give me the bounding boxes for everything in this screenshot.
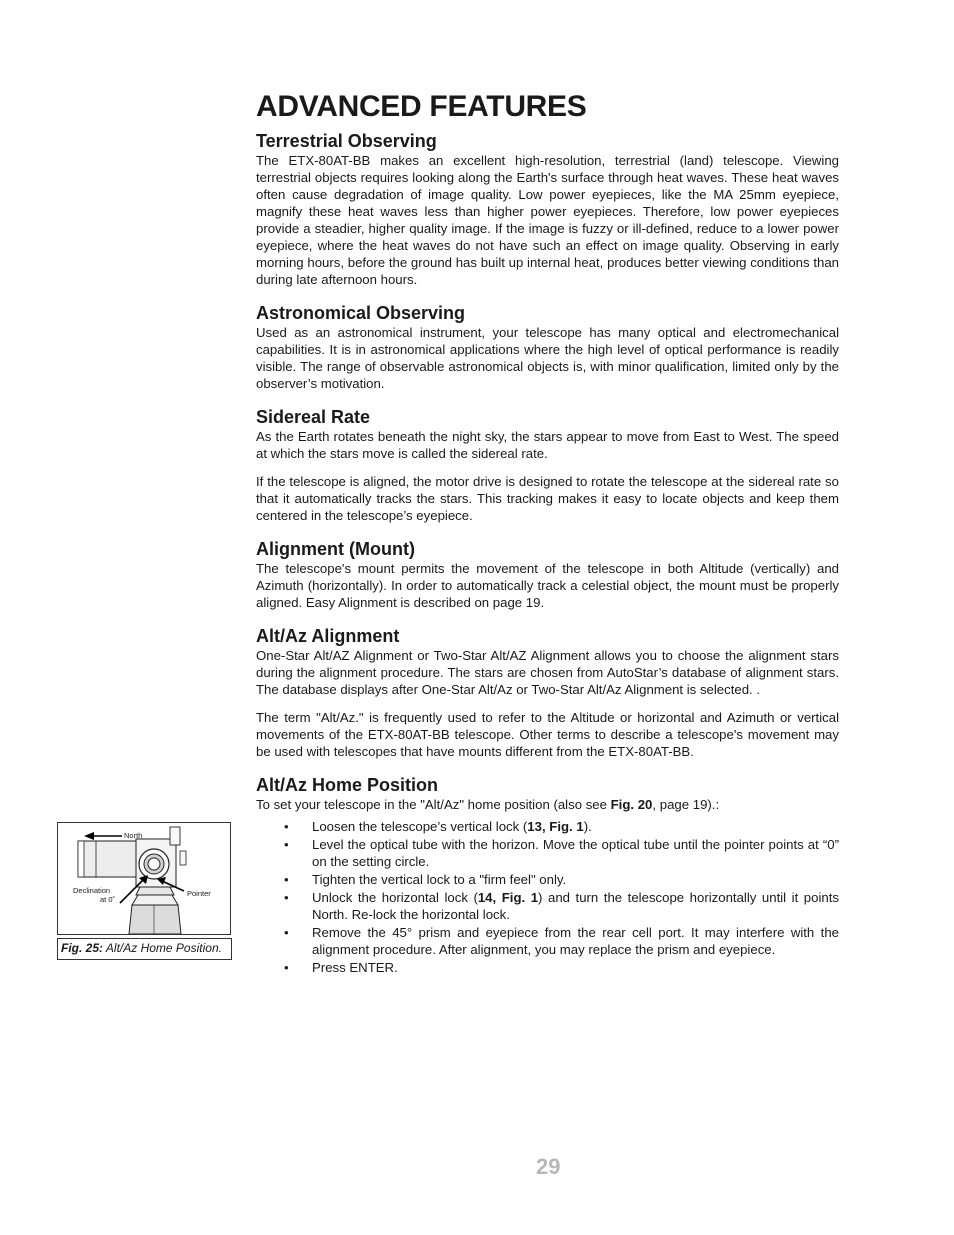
figure-caption: Fig. 25: Alt/Az Home Position.	[57, 938, 232, 960]
list-item: • Tighten the vertical lock to a "firm feel" only.	[284, 872, 567, 887]
list-item: • Press ENTER.	[284, 960, 398, 975]
heading-alignment-mount: Alignment (Mount)	[256, 539, 415, 559]
list-item: • Loosen the telescope’s vertical lock (13, Fig. 1).	[284, 819, 592, 834]
home-steps-list	[256, 818, 839, 976]
section-alignment-mount	[256, 538, 839, 611]
section-home-position	[256, 774, 839, 976]
label-north: North	[124, 831, 143, 840]
paragraph-altaz-alignment-1: One-Star Alt/AZ Alignment or Two-Star Alt/AZ Alignment allows you to choose the alignment stars during the alignment procedure. The stars are chosen from AutoStar’s database of alignment stars. The database displays after One-Star Alt/Az or Two-Star Alt/Az Alignment is selected. .	[256, 648, 839, 697]
figure-altaz-home	[57, 822, 231, 935]
label-pointer: Pointer	[187, 889, 211, 898]
heading-home-position: Alt/Az Home Position	[256, 775, 439, 795]
paragraph-sidereal-1: As the Earth rotates beneath the night sky, the stars appear to move from East to West. The speed at which the stars move is called the sidereal rate.	[256, 429, 839, 461]
telescope-illustration	[58, 823, 230, 934]
page-number: 29	[536, 1154, 561, 1179]
section-sidereal	[256, 406, 839, 524]
list-item: • Level the optical tube with the horizon. Move the optical tube until the pointer points at “0” on the setting circle.	[284, 837, 839, 869]
section-astronomical	[256, 302, 839, 392]
label-declination: Declination	[73, 886, 111, 895]
section-terrestrial	[256, 130, 839, 288]
heading-altaz-alignment: Alt/Az Alignment	[256, 626, 400, 646]
paragraph-altaz-alignment-2: The term "Alt/Az." is frequently used to refer to the Altitude or horizontal and Azimuth or vertical movements of the ETX-80AT-BB telescope. Other terms to describe a telescope's movement may be used with telescopes that have mounts different from the ETX-80AT-BB.	[256, 710, 839, 759]
heading-terrestrial: Terrestrial Observing	[256, 131, 437, 151]
label-at0: at 0˚	[100, 895, 116, 904]
page-title: ADVANCED FEATURES	[256, 90, 587, 123]
paragraph-alignment-mount: The telescope's mount permits the movement of the telescope in both Altitude (vertically) and Azimuth (horizontally). In order to automatically track a celestial object, the mount must be properly aligned. Easy Alignment is described on page 19.	[256, 561, 839, 610]
paragraph-astronomical: Used as an astronomical instrument, your telescope has many optical and electromechanical capabilities. It is in astronomical applications where the high level of optical performance is readily visible. The range of observable astronomical objects is, with minor qualification, limited only by the observer’s motivation.	[256, 325, 839, 391]
main-column	[256, 88, 839, 990]
paragraph-terrestrial: The ETX-80AT-BB makes an excellent high-resolution, terrestrial (land) telescope. Viewing terrestrial objects requires looking along the Earth's surface through heat waves. These heat waves often cause degradation of image quality. Low power eyepieces, like the MA 25mm eyepiece, magnify these heat waves less than higher power eyepieces. Therefore, low power eyepieces provide a steadier, higher quality image. If the image is fuzzy or ill-defined, reduce to a lower power eyepiece, where the heat waves do not have such an effect on image quality. Observing in early morning hours, before the ground has built up internal heat, produces better viewing conditions than during late afternoon hours.	[256, 153, 839, 287]
heading-astronomical: Astronomical Observing	[256, 303, 466, 323]
paragraph-sidereal-2: If the telescope is aligned, the motor drive is designed to rotate the telescope at the sidereal rate so that it automatically tracks the stars. This tracking makes it easy to locate objects and keep them centered in the telescope’s eyepiece.	[256, 474, 839, 523]
section-altaz-alignment	[256, 625, 839, 760]
list-item: • Unlock the horizontal lock (14, Fig. 1) and turn the telescope horizontally until it points North. Re-lock the horizontal lock.	[284, 890, 839, 922]
list-item: • Remove the 45° prism and eyepiece from the rear cell port. It may interfere with the alignment procedure. After alignment, you may replace the prism and eyepiece.	[284, 925, 839, 957]
paragraph-home-intro: To set your telescope in the "Alt/Az" home position (also see Fig. 20, page 19).:	[256, 797, 720, 812]
heading-sidereal: Sidereal Rate	[256, 407, 371, 427]
